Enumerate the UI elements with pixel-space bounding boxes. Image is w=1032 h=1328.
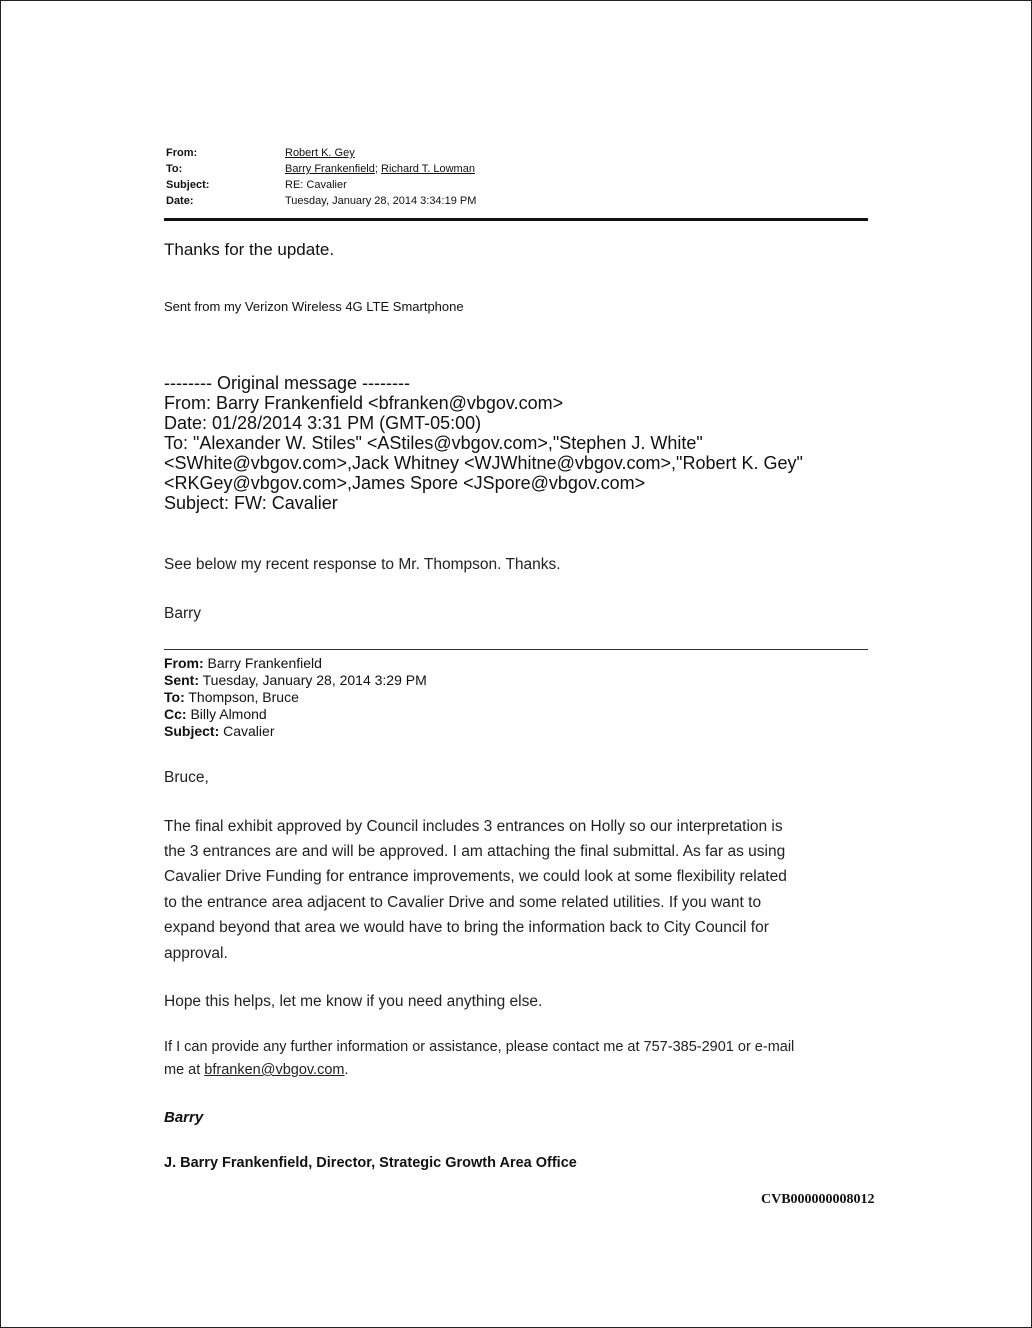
- contact-line-2: [164, 1062, 349, 1078]
- recipient-link[interactable]: Richard T. Lowman: [381, 163, 475, 175]
- letter-paragraph-line: Cavalier Drive Funding for entrance improvements, we could look at some flexibility related: [164, 868, 787, 885]
- original-from: From: Barry Frankenfield <bfranken@vbgov.com>: [164, 393, 564, 413]
- bates-number: CVB000000008012: [761, 1192, 875, 1207]
- letter-paragraph-line: expand beyond that area we would have to bring the information back to City Council for: [164, 919, 769, 936]
- forwarded-to-label: To:: [164, 689, 185, 705]
- header-to-value: [285, 163, 475, 175]
- forwarded-cc-label: Cc:: [164, 706, 187, 722]
- header-divider: [164, 218, 868, 221]
- forward-note-name: Barry: [164, 605, 202, 622]
- forward-note-text: See below my recent response to Mr. Thompson. Thanks.: [164, 556, 561, 573]
- forwarded-sent-value: Tuesday, January 28, 2014 3:29 PM: [199, 672, 427, 688]
- header-from-label: From:: [166, 147, 198, 159]
- forwarded-to-value: Thompson, Bruce: [184, 689, 299, 705]
- forward-divider: [164, 649, 868, 650]
- header-date-value: Tuesday, January 28, 2014 3:34:19 PM: [285, 195, 477, 207]
- letter-greeting: Bruce,: [164, 769, 209, 786]
- header-subject-value: RE: Cavalier: [285, 179, 347, 191]
- recipient-separator: ;: [374, 163, 381, 175]
- forwarded-subject: [164, 723, 274, 741]
- header-from-value[interactable]: Robert K. Gey: [285, 147, 355, 159]
- letter-paragraph-line: approval.: [164, 945, 228, 962]
- contact-line-1: If I can provide any further information or assistance, please contact me at 757-385-2901 or e-mail: [164, 1039, 795, 1055]
- forwarded-cc-value: Billy Almond: [186, 706, 267, 722]
- original-to-line-3: <RKGey@vbgov.com>,James Spore <JSpore@vbgov.com>: [164, 473, 646, 493]
- letter-paragraph-line: The final exhibit approved by Council includes 3 entrances on Holly so our interpretation is: [164, 818, 783, 835]
- contact-line-2-prefix: me at: [164, 1062, 205, 1078]
- original-subject: Subject: FW: Cavalier: [164, 493, 338, 513]
- header-subject-label: Subject:: [166, 179, 210, 191]
- original-date: Date: 01/28/2014 3:31 PM (GMT-05:00): [164, 413, 482, 433]
- forwarded-sent: [164, 672, 427, 690]
- letter-closing-paragraph: Hope this helps, let me know if you need anything else.: [164, 993, 543, 1010]
- contact-email-link[interactable]: bfranken@vbgov.com: [204, 1062, 345, 1078]
- forwarded-from: [164, 655, 322, 673]
- signature-title: J. Barry Frankenfield, Director, Strategic Growth Area Office: [164, 1155, 577, 1171]
- reply-text: Thanks for the update.: [164, 240, 335, 259]
- original-to-line-1: To: "Alexander W. Stiles" <AStiles@vbgov.com>,"Stephen J. White": [164, 433, 703, 453]
- forwarded-subject-value: Cavalier: [219, 723, 275, 739]
- signature-name: Barry: [164, 1109, 204, 1126]
- forwarded-cc: [164, 706, 267, 724]
- forwarded-subject-label: Subject:: [164, 723, 220, 739]
- header-date-label: Date:: [166, 195, 194, 207]
- header-to-label: To:: [166, 163, 183, 175]
- letter-paragraph-line: to the entrance area adjacent to Cavalier Drive and some related utilities. If you want to: [164, 894, 762, 911]
- recipient-link[interactable]: Barry Frankenfield: [285, 163, 375, 175]
- letter-paragraph-line: the 3 entrances are and will be approved. I am attaching the final submittal. As far as using: [164, 843, 786, 860]
- forwarded-to: [164, 689, 299, 707]
- forwarded-from-label: From:: [164, 655, 204, 671]
- original-to-line-2: <SWhite@vbgov.com>,Jack Whitney <WJWhitne@vbgov.com>,"Robert K. Gey": [164, 453, 803, 473]
- forwarded-from-value: Barry Frankenfield: [203, 655, 322, 671]
- original-message-divider: -------- Original message --------: [164, 373, 410, 393]
- reply-signature: Sent from my Verizon Wireless 4G LTE Smartphone: [164, 299, 464, 314]
- contact-line-2-suffix: .: [344, 1062, 349, 1078]
- forwarded-sent-label: Sent:: [164, 672, 199, 688]
